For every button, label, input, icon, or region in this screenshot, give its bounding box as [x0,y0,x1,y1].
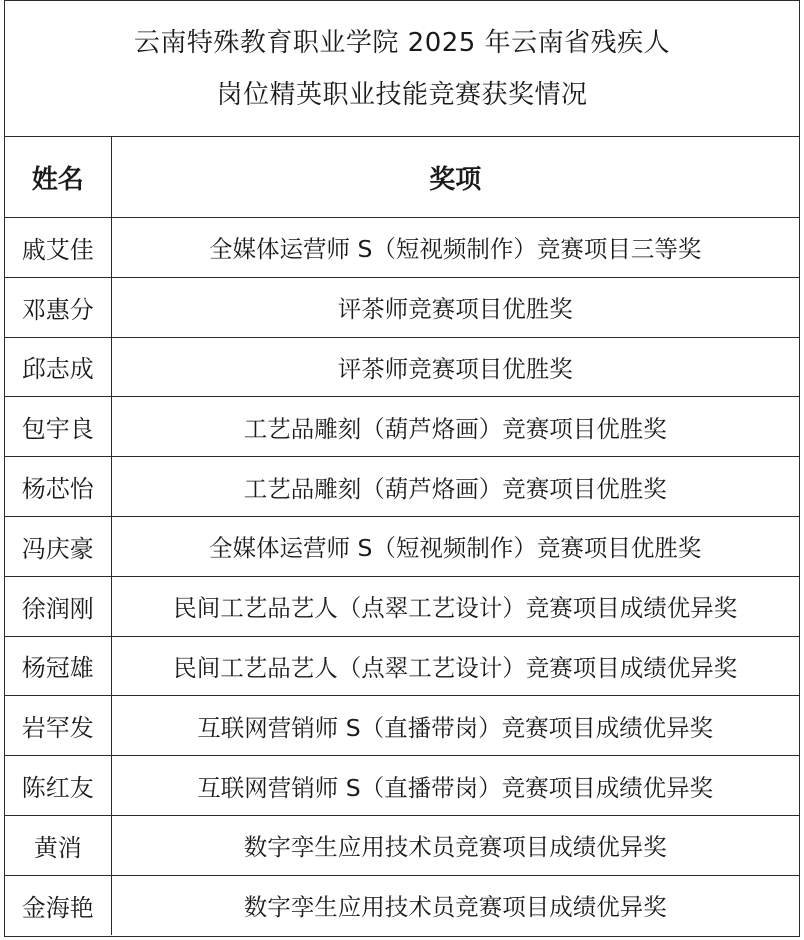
winner-name: 包宇良 [5,397,111,457]
table-row [5,457,799,517]
award-text: 评茶师竞赛项目优胜奖 [111,337,799,397]
winner-name: 徐润刚 [5,576,111,636]
winner-name: 黄消 [5,815,111,875]
winner-name: 金海艳 [5,875,111,934]
award-text: 民间工艺品艺人（点翠工艺设计）竞赛项目成绩优异奖 [111,576,799,636]
award-text: 全媒体运营师 S（短视频制作）竞赛项目三等奖 [111,218,799,278]
title-line-2: 岗位精英职业技能竞赛获奖情况 [216,79,588,110]
award-text: 数字孪生应用技术员竞赛项目成绩优异奖 [243,893,667,922]
award-text: 工艺品雕刻（葫芦烙画）竞赛项目优胜奖 [111,397,799,457]
table-row [5,337,799,397]
award-text: 数字孪生应用技术员竞赛项目成绩优异奖 [111,815,799,875]
title-line-1: 云南特殊教育职业学院 2025 年云南省残疾人 [133,27,671,58]
table-row [5,696,799,756]
table-row [5,218,799,278]
table-row [5,516,799,576]
table-row [5,756,799,816]
award-text: 互联网营销师 S（直播带岗）竞赛项目成绩优异奖 [111,756,799,816]
header-name: 姓名 [5,137,111,218]
winner-name: 杨芯怡 [5,457,111,517]
table-row [5,815,799,875]
winner-name: 戚艾佳 [5,218,111,278]
table-header-row [5,137,799,218]
winner-name: 杨冠雄 [5,636,111,696]
winner-name: 邱志成 [5,337,111,397]
document-title [5,1,799,137]
winner-name: 陈红友 [5,756,111,816]
table-row [5,576,799,636]
header-award: 奖项 [111,137,799,218]
award-text: 互联网营销师 S（直播带岗）竞赛项目成绩优异奖 [111,696,799,756]
table-row [5,277,799,337]
award-text: 评茶师竞赛项目优胜奖 [111,277,799,337]
table-row [5,636,799,696]
award-text: 全媒体运营师 S（短视频制作）竞赛项目优胜奖 [111,516,799,576]
award-document [4,0,800,937]
winner-name: 冯庆豪 [5,516,111,576]
table-row [5,397,799,457]
winner-name: 邓惠分 [5,277,111,337]
award-text: 工艺品雕刻（葫芦烙画）竞赛项目优胜奖 [111,457,799,517]
award-text: 民间工艺品艺人（点翠工艺设计）竞赛项目成绩优异奖 [111,636,799,696]
awards-table [5,137,799,935]
table-row [5,875,799,934]
winner-name: 岩罕发 [5,696,111,756]
